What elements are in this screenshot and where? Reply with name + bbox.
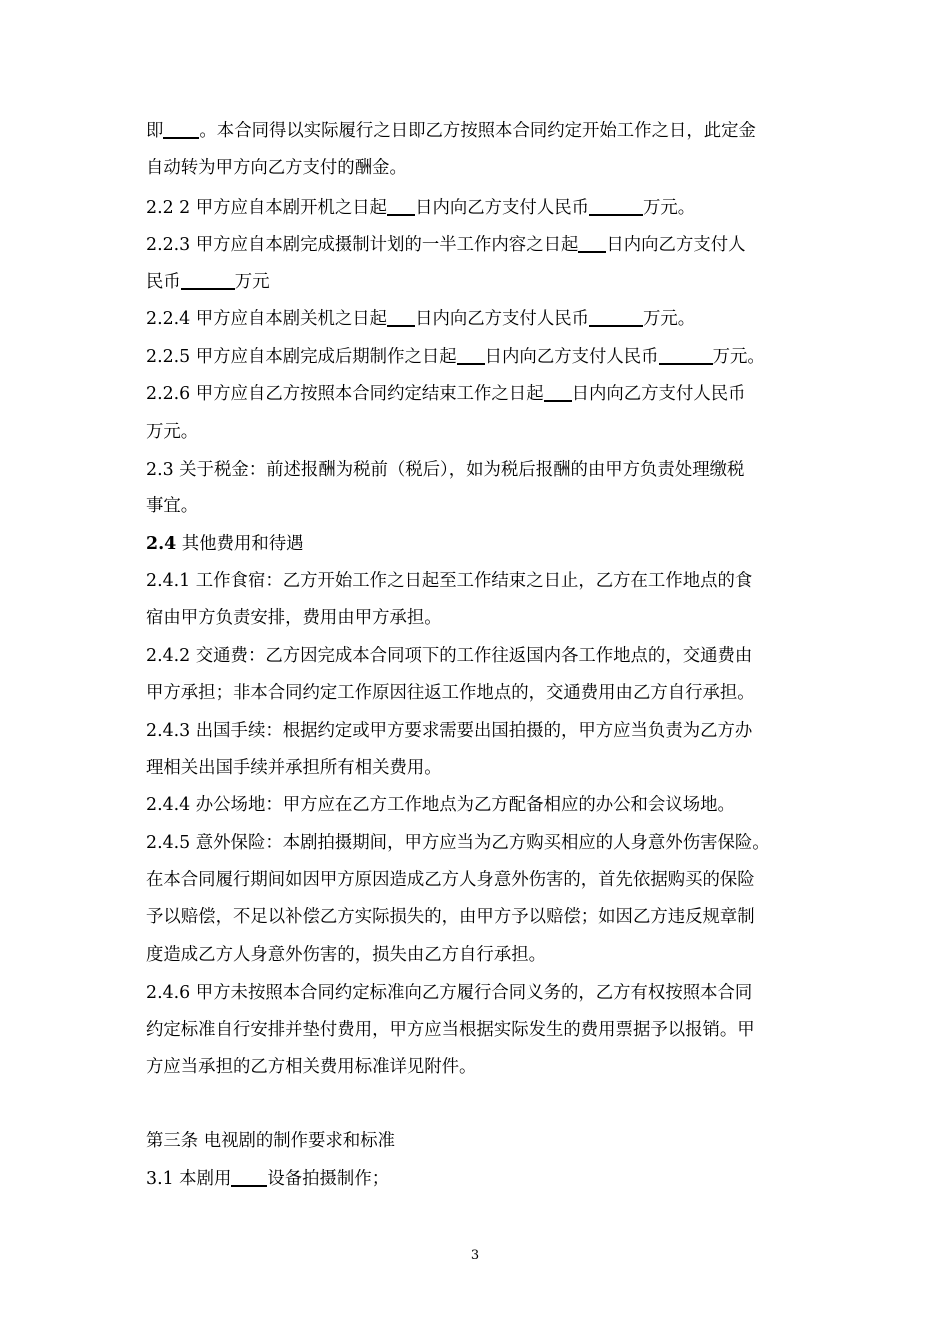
text-line: 2.2.5 甲方应自本剧完成后期制作之日起 日内向乙方支付人民币 万元。: [146, 347, 765, 367]
fill-blank: [578, 233, 606, 253]
text-line: 2.4.5 意外保险：本剧拍摄期间，甲方应当为乙方购买相应的人身意外伤害保险。: [146, 833, 770, 853]
text-line: 2.2.6 甲方应自乙方按照本合同约定结束工作之日起 日内向乙方支付人民币: [146, 384, 746, 404]
fill-blank: [659, 345, 713, 365]
text-line: 民币 万元: [146, 272, 270, 292]
fill-blank: [589, 307, 643, 327]
text-line: 2.2.3 甲方应自本剧完成摄制计划的一半工作内容之日起 日内向乙方支付人: [146, 235, 746, 255]
text-line: 2.2.4 甲方应自本剧关机之日起 日内向乙方支付人民币 万元。: [146, 309, 696, 329]
text-line: 3.1 本剧用 设备拍摄制作；: [146, 1169, 390, 1189]
fill-blank: [589, 196, 643, 216]
text-line: 约定标准自行安排并垫付费用，甲方应当根据实际发生的费用票据予以报销。甲: [146, 1020, 755, 1040]
text-line: 2.2 2 甲方应自本剧开机之日起 日内向乙方支付人民币 万元。: [146, 198, 696, 218]
text-line: 2.4.3 出国手续：根据约定或甲方要求需要出国拍摄的，甲方应当负责为乙方办: [146, 721, 753, 741]
text-line: 2.4.2 交通费：乙方因完成本合同项下的工作往返国内各工作地点的，交通费由: [146, 646, 753, 666]
text-line: 自动转为甲方向乙方支付的酬金。: [146, 158, 407, 178]
text-line: 2.4.1 工作食宿：乙方开始工作之日起至工作结束之日止，乙方在工作地点的食: [146, 571, 753, 591]
text-line: 度造成乙方人身意外伤害的，损失由乙方自行承担。: [146, 945, 546, 965]
text-line: 理相关出国手续并承担所有相关费用。: [146, 758, 442, 778]
fill-blank: [544, 382, 572, 402]
text-line: 方应当承担的乙方相关费用标准详见附件。: [146, 1057, 477, 1077]
text-line: 2.4.4 办公场地：甲方应在乙方工作地点为乙方配备相应的办公和会议场地。: [146, 795, 735, 815]
text-line: 在本合同履行期间如因甲方原因造成乙方人身意外伤害的，首先依据购买的保险: [146, 870, 755, 890]
fill-blank: [181, 270, 235, 290]
fill-blank: [387, 196, 415, 216]
text-line: 事宜。: [146, 496, 199, 516]
fill-blank: [457, 345, 485, 365]
text-line: 宿由甲方负责安排，费用由甲方承担。: [146, 608, 442, 628]
section-heading: 2.4 其他费用和待遇: [146, 534, 304, 554]
text-line: 2.3 关于税金：前述报酬为税前（税后），如为税后报酬的由甲方负责处理缴税: [146, 460, 745, 480]
fill-blank: [231, 1167, 267, 1187]
article-heading: 第三条 电视剧的制作要求和标准: [146, 1131, 395, 1151]
text-line: 甲方承担；非本合同约定工作原因往返工作地点的，交通费用由乙方自行承担。: [146, 683, 755, 703]
fill-blank: [163, 119, 199, 139]
text-line: 万元。: [146, 422, 199, 442]
fill-blank: [387, 307, 415, 327]
text-line: 予以赔偿，不足以补偿乙方实际损失的，由甲方予以赔偿；如因乙方违反规章制: [146, 907, 755, 927]
text-line: 2.4.6 甲方未按照本合同约定标准向乙方履行合同义务的，乙方有权按照本合同: [146, 983, 753, 1003]
page-number: 3: [470, 1248, 480, 1263]
text-line: 即 。本合同得以实际履行之日即乙方按照本合同约定开始工作之日，此定金: [146, 121, 756, 141]
